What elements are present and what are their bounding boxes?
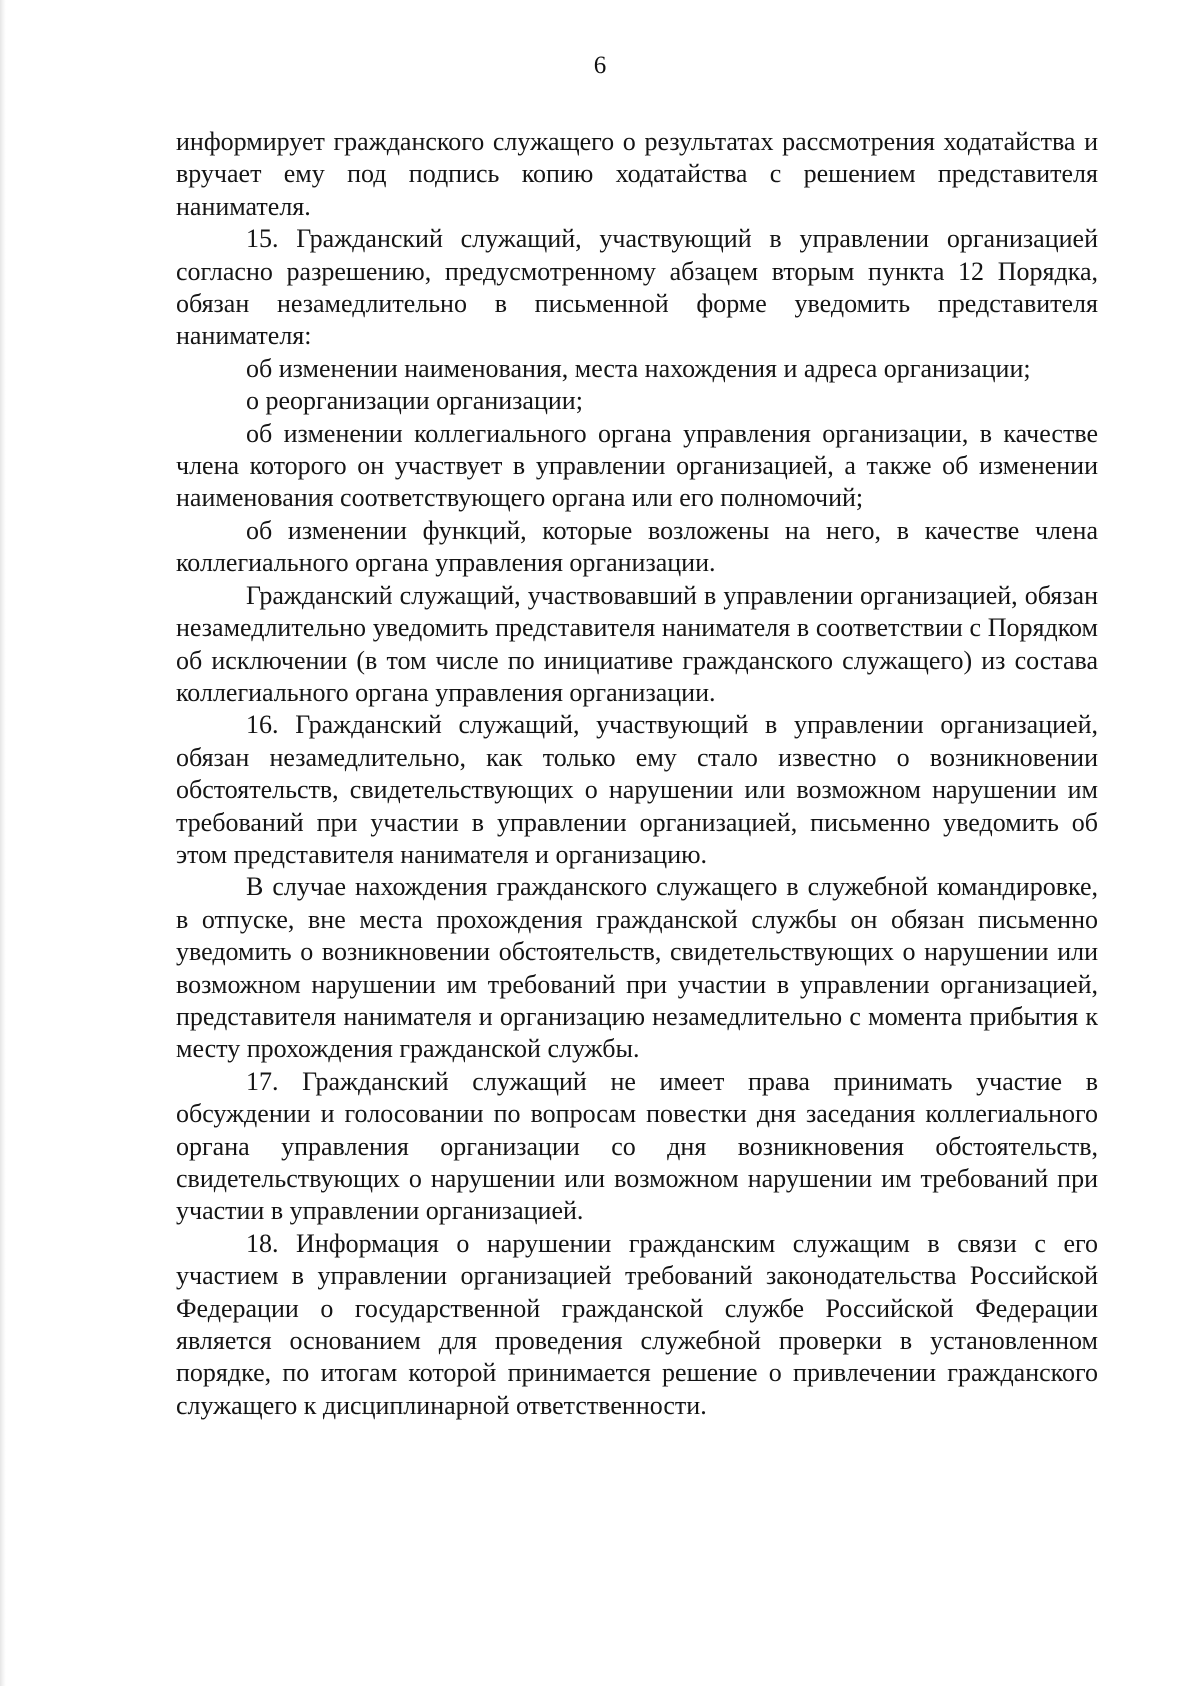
scan-edge	[0, 0, 6, 1686]
page-number: 6	[593, 52, 607, 79]
paragraph-item-16: 16. Гражданский служащий, участвующий в управлении организацией, обязан незамедлительно, как только ему стало известно о возникновении обстоятельств, свидетельствующих о нарушении или возможном нарушении им требований при участии в управлении организацией, письменно уведомить об этом представителя нанимателя и организацию.	[176, 710, 1098, 869]
paragraph-change-name: об изменении наименования, места нахождения и адреса организации;	[246, 353, 1031, 383]
paragraph-exclusion: Гражданский служащий, участвовавший в управлении организацией, обязан незамедлительно уведомить представителя нанимателя в соответствии с Порядком об исключении (в том числе по инициативе гражданского служащего) из состава коллегиального органа управления организации.	[176, 580, 1098, 707]
paragraph-change-functions: об изменении функций, которые возложены на него, в качестве члена коллегиального органа управления организации.	[176, 515, 1098, 578]
paragraph-change-board: об изменении коллегиального органа управления организации, в качестве члена которого он участвует в управлении организацией, а также об изменении наименования соответствующего органа или его полномочий;	[176, 418, 1098, 513]
paragraph-item-15: 15. Гражданский служащий, участвующий в управлении организацией согласно разрешению, предусмотренному абзацем вторым пункта 12 Порядка, обязан незамедлительно в письменной форме уведомить представителя нанимателя:	[176, 224, 1098, 351]
paragraph-continuation: информирует гражданского служащего о результатах рассмотрения ходатайства и вручает ему под подпись копию ходатайства с решением представителя нанимателя.	[176, 127, 1098, 221]
paragraph-business-trip: В случае нахождения гражданского служащего в служебной командировке, в отпуске, вне места прохождения гражданской службы он обязан письменно уведомить о возникновении обстоятельств, свидетельствующих о нарушении или возможном нарушении им требований при участии в управлении организацией, представителя нанимателя и организацию незамедлительно с момента прибытия к месту прохождения гражданской службы.	[176, 872, 1098, 1064]
paragraph-reorganization: о реорганизации организации;	[246, 386, 583, 416]
paragraph-item-18: 18. Информация о нарушении гражданским служащим в связи с его участием в управлении организацией требований законодательства Российской Федерации о государственной гражданской службе Российской Федерации является основанием для проведения служебной проверки в установленном порядке, по итогам которой принимается решение о привлечении гражданского служащего к дисциплинарной ответственности.	[176, 1228, 1098, 1420]
document-body	[176, 126, 1098, 1422]
paragraph-item-17: 17. Гражданский служащий не имеет права принимать участие в обсуждении и голосовании по вопросам повестки дня заседания коллегиального органа управления организации со дня возникновения обстоятельств, свидетельствующих о нарушении или возможном нарушении им требований при участии в управлении организацией.	[176, 1066, 1098, 1226]
